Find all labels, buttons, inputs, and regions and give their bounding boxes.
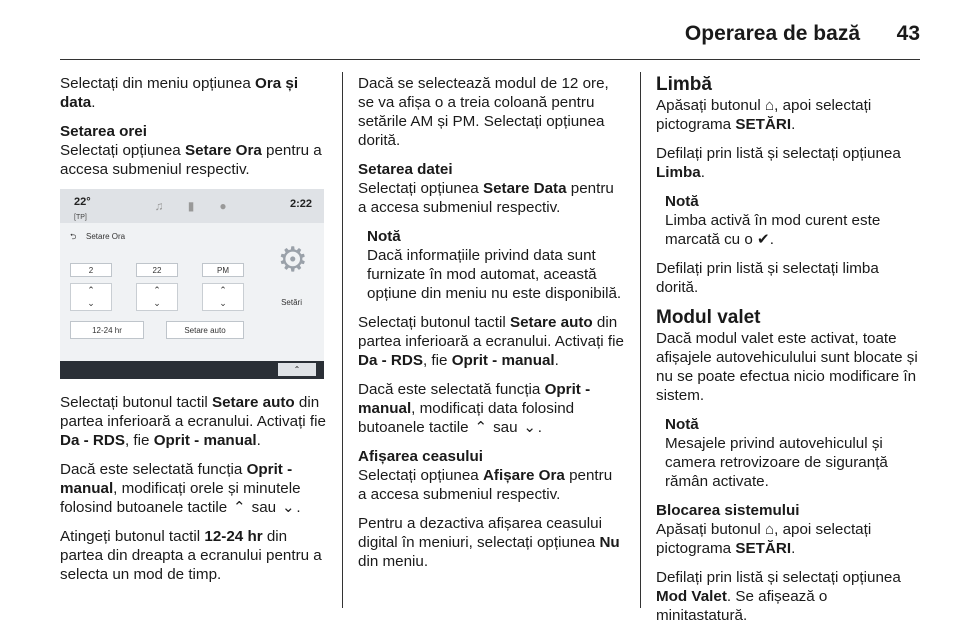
paragraph: Selectați din meniu opțiunea Ora și data. [60, 75, 299, 111]
chevron-up-icon: ⌃ [474, 419, 488, 436]
column-divider [640, 72, 641, 608]
chevron-up-icon[interactable]: ⌃ [219, 285, 227, 295]
home-icon: ⌂ [764, 97, 775, 114]
page-title: Operarea de bază [684, 22, 860, 45]
chevron-down-icon[interactable]: ⌄ [153, 298, 161, 308]
temperature: 22° [74, 196, 91, 208]
screen-status-bar [60, 189, 324, 223]
12-24-hr-button[interactable]: 12-24 hr [70, 321, 144, 339]
back-button[interactable]: ⮌ Setare Ora [68, 229, 188, 245]
page-number: 43 [896, 22, 920, 45]
paragraph: Selectați opțiunea Setare Data pentru a accesa submeniul respectiv. [358, 180, 614, 216]
hour-stepper[interactable] [70, 283, 112, 311]
ampm-value: PM [202, 263, 244, 277]
home-icon: ⌂ [764, 521, 775, 538]
screen-figure [60, 189, 324, 379]
paragraph: Dacă se selectează modul de 12 ore, se va afișa o a treia coloană pentru setările AM și PM. Selectați opțiunea dorită. [358, 75, 609, 149]
checkmark-icon: ✔ [757, 231, 770, 248]
paragraph: Atingeți butonul tactil 12-24 hr din partea din dreapta a ecranului pentru a selecta un mod de timp. [60, 528, 322, 583]
phone-icon: ▮ [187, 199, 195, 213]
chevron-up-icon[interactable]: ⌃ [278, 363, 316, 376]
chevron-up-icon[interactable]: ⌃ [87, 285, 95, 295]
paragraph: Defilați prin listă și selectați limba dorită. [656, 260, 879, 296]
screen-body [60, 223, 324, 361]
section-title: Limbă [656, 74, 712, 95]
note-text: Dacă informațiile privind data sunt furnizate în mod automat, această opțiune din meniu nu este disponibilă. [367, 247, 622, 302]
column-1 [60, 74, 326, 594]
note-title: Notă [665, 416, 699, 433]
note-text: Mesajele privind autovehiculul și camera retrovizoare de siguranță rămân activate. [665, 435, 888, 490]
column-2 [358, 74, 624, 581]
chevron-down-icon: ⌄ [523, 419, 537, 436]
hour-value: 2 [70, 263, 112, 277]
clock: 2:22 [289, 198, 312, 210]
note [358, 227, 624, 303]
paragraph: Pentru a dezactiva afișarea ceasului digital în meniuri, selectați opțiunea Nu din meniu. [358, 515, 620, 570]
minute-value: 22 [136, 263, 178, 277]
paragraph: Defilați prin listă și selectați opțiunea Limba. [656, 145, 901, 181]
note [656, 415, 922, 491]
paragraph: Selectați butonul tactil Setare auto din partea inferioară a ecranului. Activați fie Da - RDS, fie Oprit - manual. [358, 314, 624, 369]
paragraph: Defilați prin listă și selectați opțiunea Mod Valet. Se afișează o minitastatură. [656, 569, 901, 624]
section-heading: Blocarea sistemului [656, 502, 800, 519]
settings-gear-icon[interactable]: ⚙ [277, 241, 308, 279]
chevron-down-icon: ⌄ [281, 499, 295, 516]
chevron-down-icon[interactable]: ⌄ [219, 298, 227, 308]
chevron-up-icon: ⌃ [233, 499, 246, 516]
section-heading: Afișarea ceasului [358, 448, 483, 465]
column-divider [342, 72, 343, 608]
paragraph: Selectați opțiunea Afișare Ora pentru a accesa submeniul respectiv. [358, 467, 613, 503]
music-icon: ♫ [154, 199, 164, 213]
section-title: Modul valet [656, 307, 761, 328]
minute-stepper[interactable] [136, 283, 178, 311]
chevron-up-icon[interactable]: ⌃ [153, 285, 161, 295]
paragraph: Dacă este selectată funcția Oprit - manual, modificați orele și minutele folosind butoanele tactile ⌃ sau ⌄ . [60, 461, 301, 516]
column-3 [656, 74, 922, 635]
ampm-stepper[interactable] [202, 283, 244, 311]
note-title: Notă [367, 228, 401, 245]
paragraph: Apăsați butonul ⌂, apoi selectați pictograma SETĂRI. [656, 521, 872, 557]
settings-label: Setări [281, 298, 302, 307]
paragraph: Dacă modul valet este activat, toate afișajele autovehiculului sunt blocate și nu se poate efectua nicio modificare în sistem. [656, 330, 918, 404]
paragraph: Dacă este selectată funcția Oprit - manual, modificați data folosind butoanele tactile ⌃ sau ⌄ . [358, 381, 591, 436]
paragraph: Apăsați butonul ⌂, apoi selectați pictograma SETĂRI. [656, 97, 872, 133]
note-text: Limba activă în mod curent este marcată cu o ✔. [665, 212, 881, 248]
paragraph: Selectați butonul tactil Setare auto din partea inferioară a ecranului. Activați fie Da - RDS, fie Oprit - manual. [60, 394, 326, 449]
chevron-down-icon[interactable]: ⌄ [87, 298, 95, 308]
paragraph: Selectați opțiunea Setare Ora pentru a accesa submeniul respectiv. [60, 142, 322, 178]
section-heading: Setarea datei [358, 161, 453, 178]
tp-indicator: [TP] [74, 214, 87, 221]
note-title: Notă [665, 193, 699, 210]
note [656, 192, 922, 249]
back-arrow-icon: ⮌ [70, 232, 77, 241]
section-heading: Setarea orei [60, 123, 147, 140]
info-icon: ● [219, 199, 227, 213]
page-header [60, 18, 920, 60]
setare-auto-button[interactable]: Setare auto [166, 321, 244, 339]
